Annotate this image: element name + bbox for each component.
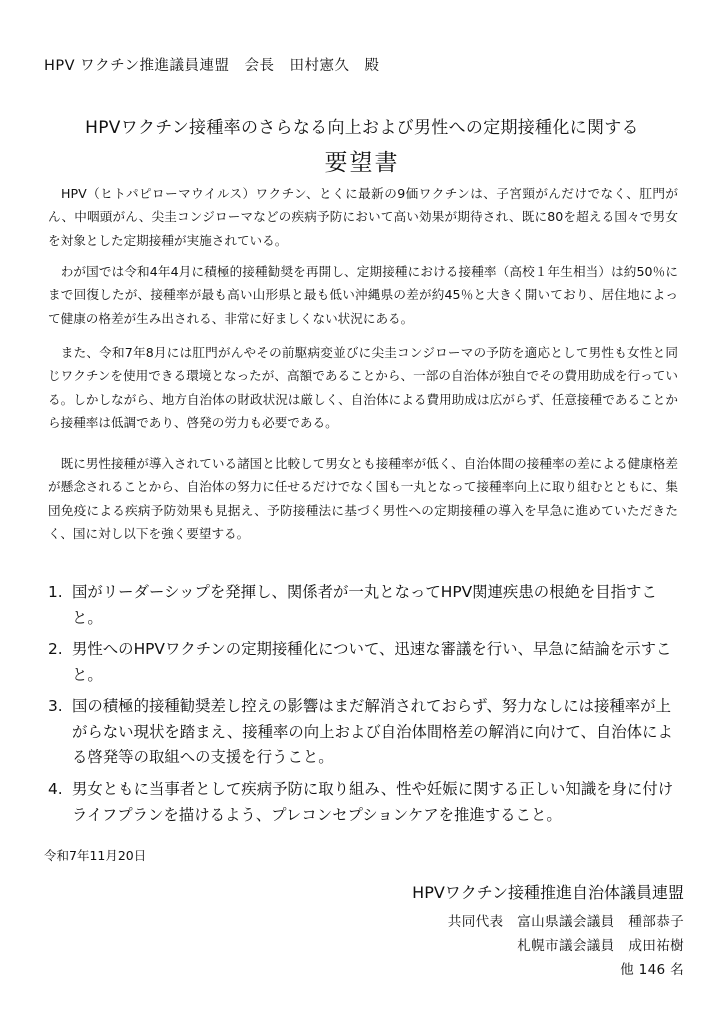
body-paragraph: わが国では令和4年4月に積極的接種勧奨を再開し、定期接種における接種率（高校１年生相当）は約50％にまで回復したが、接種率が最も高い山形県と最も低い沖縄県の差が約45％と大きく開いており、居住地によって健康の格差が生み出される、非常に好ましくない状況にある。: [48, 264, 678, 326]
body-paragraph: 既に男性接種が導入されている諸国と比較して男女とも接種率が低く、自治体間の接種率の差による健康格差が懸念されることから、自治体の努力に任せるだけでなく国も一丸となって接種率向上に取り組むとともに、集団免疫による疾病予防効果も見据え、予防接種法に基づく男性への定期接種の導入を早急に進めていただきたく、国に対し以下を強く要望する。: [48, 456, 678, 541]
organization-name: HPVワクチン接種推進自治体議員連盟: [412, 883, 684, 902]
request-item: [48, 694, 678, 771]
request-number: 4.: [48, 780, 63, 798]
document-title-main: 要望書: [324, 150, 400, 176]
request-text: 国の積極的接種勧奨差し控えの影響はまだ解消されておらず、努力なしには接種率が上がらない現状を踏まえ、接種率の向上および自治体間格差の解消に向けて、自治体による啓発等の取組への支援を行うこと。: [72, 697, 673, 766]
signatory: 共同代表 富山県議会議員 種部恭子: [447, 914, 684, 930]
request-text: 国がリーダーシップを発揮し、関係者が一丸となってHPV関連疾患の根絶を目指すこと。: [72, 583, 657, 627]
request-item: [48, 777, 678, 828]
request-number: 1.: [48, 583, 63, 601]
body-paragraph: HPV（ヒトパピローマウイルス）ワクチン、とくに最新の9価ワクチンは、子宮頸がんだけでなく、肛門がん、中咽頭がん、尖圭コンジローマなどの疾病予防において高い効果が期待され、既に80を超える国々で男女を対象とした定期接種が実施されている。: [48, 186, 678, 248]
request-number: 3.: [48, 697, 63, 715]
addressee: HPV ワクチン推進議員連盟 会長 田村憲久 殿: [44, 58, 380, 74]
request-item: [48, 637, 678, 688]
request-item: [48, 580, 678, 631]
body-paragraph: また、令和7年8月には肛門がんやその前駆病変並びに尖圭コンジローマの予防を適応として男性も女性と同じワクチンを使用できる環境となったが、高額であることから、一部の自治体が独自でその費用助成を行っている。しかしながら、地方自治体の財政状況は厳しく、自治体による費用助成は広がらず、任意接種であることから接種率は低調であり、啓発の労力も必要である。: [48, 345, 678, 430]
request-text: 男性へのHPVワクチンの定期接種化について、迅速な審議を行い、早急に結論を示すこと。: [72, 640, 672, 684]
request-number: 2.: [48, 640, 63, 658]
document-date: 令和7年11月20日: [44, 848, 147, 863]
document-title: HPVワクチン接種率のさらなる向上および男性への定期接種化に関する: [85, 118, 639, 138]
signatory-count: 他 146 名: [620, 962, 684, 978]
request-text: 男女ともに当事者として疾病予防に取り組み、性や妊娠に関する正しい知識を身に付けライフプランを描けるよう、プレコンセプションケアを推進すること。: [72, 780, 674, 824]
signatory: 札幌市議会議員 成田祐樹: [517, 938, 684, 954]
